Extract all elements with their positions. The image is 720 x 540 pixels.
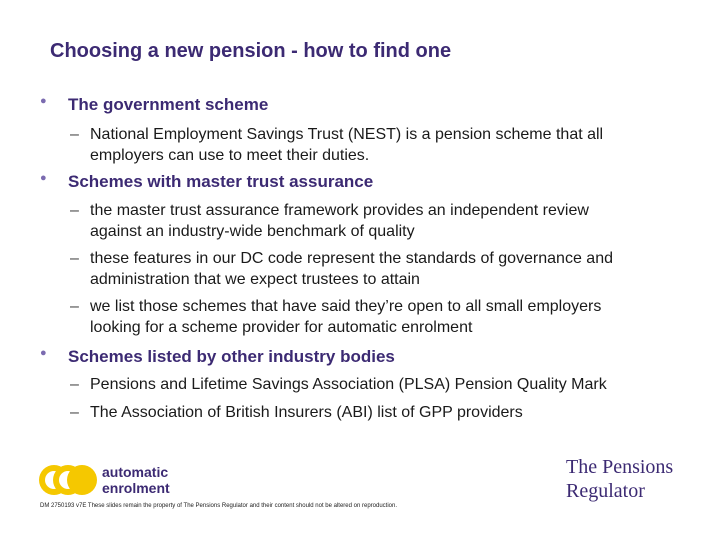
tpr-line-1: The Pensions xyxy=(566,456,674,478)
dash-icon: – xyxy=(70,404,79,421)
dash-icon: – xyxy=(70,298,79,315)
enrolment-circles-icon xyxy=(38,462,188,502)
sub-item xyxy=(70,124,710,166)
sub-line: National Employment Savings Trust (NEST) is a pension scheme that all xyxy=(90,126,604,143)
sub-line: Pensions and Lifetime Savings Association (PLSA) Pension Quality Mark xyxy=(90,376,607,393)
bullet-label: Schemes with master trust assurance xyxy=(68,172,374,191)
sub-line: administration that we expect trustees to attain xyxy=(90,271,420,288)
sub-item xyxy=(70,374,710,395)
footer-disclaimer: DM 2750193 v7E These slides remain the property of The Pensions Regulator and their content should not be altered on reproduction. xyxy=(40,503,397,509)
sub-item xyxy=(70,248,710,290)
sub-line: The Association of British Insurers (ABI) list of GPP providers xyxy=(90,404,523,421)
tpr-line-2: Regulator xyxy=(566,480,645,502)
slide-title: Choosing a new pension - how to find one xyxy=(50,40,452,62)
sub-line: we list those schemes that have said they’re open to all small employers xyxy=(90,298,602,315)
dash-icon: – xyxy=(70,376,79,393)
sub-line: the master trust assurance framework provides an independent review xyxy=(90,202,589,219)
dash-icon: – xyxy=(70,126,79,143)
bullet-dot-icon: ● xyxy=(40,172,47,184)
sub-line: against an industry-wide benchmark of quality xyxy=(90,223,415,240)
sub-item xyxy=(70,402,710,423)
sub-line: these features in our DC code represent the standards of governance and xyxy=(90,250,613,267)
sub-item xyxy=(70,200,710,242)
pensions-regulator-logo xyxy=(566,455,673,503)
logo-text-enrolment: enrolment xyxy=(102,480,170,496)
bullet-label: Schemes listed by other industry bodies xyxy=(68,347,395,366)
sub-item xyxy=(70,296,710,338)
bullet-dot-icon: ● xyxy=(40,347,47,359)
sub-line: looking for a scheme provider for automatic enrolment xyxy=(90,319,473,336)
bullet-dot-icon: ● xyxy=(40,95,47,107)
automatic-enrolment-logo xyxy=(38,462,188,502)
logo-text-automatic: automatic xyxy=(102,464,169,480)
dash-icon: – xyxy=(70,250,79,267)
bullet-label: The government scheme xyxy=(68,95,269,114)
dash-icon: – xyxy=(70,202,79,219)
sub-line: employers can use to meet their duties. xyxy=(90,147,370,164)
